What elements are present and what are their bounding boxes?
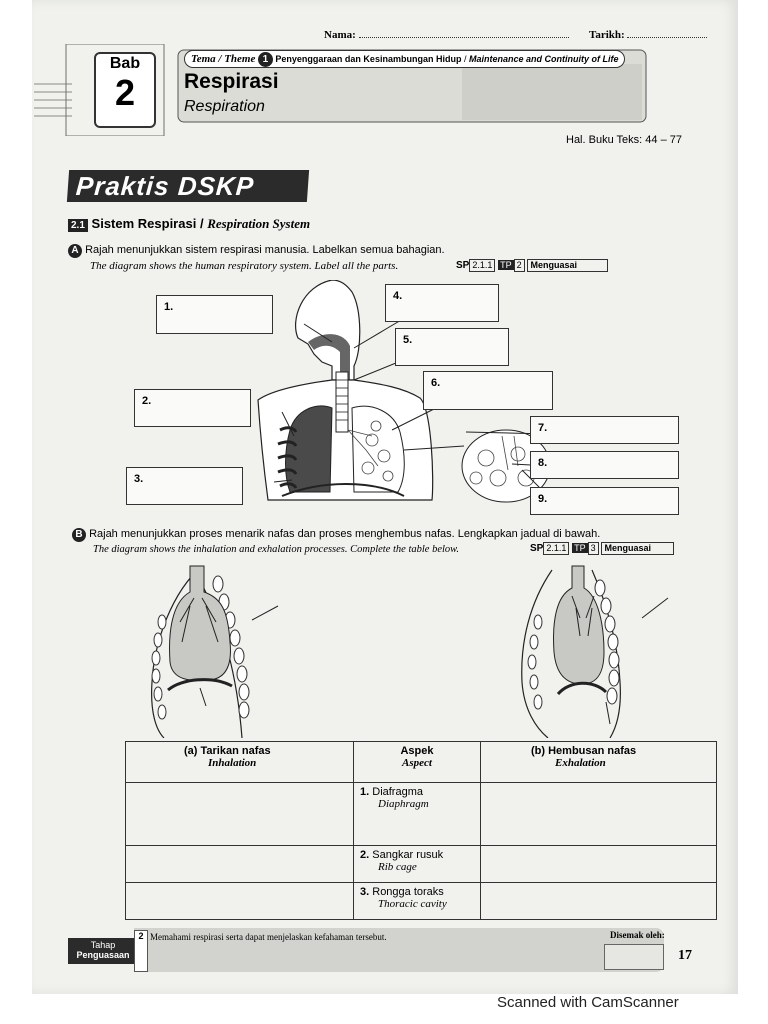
level-number: 2 [138, 931, 144, 941]
part-b-tags [530, 542, 674, 555]
breathing-aspect-table [125, 741, 717, 920]
aspect-en-3: Thoracic cavity [378, 898, 447, 910]
aspect-num-2: 2. [360, 849, 370, 861]
chapter-header [32, 44, 652, 136]
label-number-7: 7. [538, 422, 548, 434]
label-box-2[interactable] [134, 389, 251, 427]
label-box-1[interactable] [156, 295, 273, 334]
name-blank [359, 37, 569, 38]
label-number-6: 6. [431, 377, 441, 389]
aspect-cell-2 [354, 846, 481, 883]
checked-by-label: Disemak oleh: [610, 930, 665, 940]
part-b-text-ms: Rajah menunjukkan proses menarik nafas dan proses menghembus nafas. Lengkapkan jadual di bawah. [89, 528, 601, 540]
exhalation-header-en: Exhalation [555, 757, 606, 769]
date-label: Tarikh: [589, 29, 625, 41]
tp-tag-b: TP [574, 543, 586, 553]
label-box-4[interactable] [385, 284, 499, 322]
sp-value-a: 2.1.1 [469, 259, 495, 272]
mastery-tag-a: Menguasai [527, 259, 608, 272]
sp-tag-a: SP [456, 260, 470, 271]
label-number-5: 5. [403, 334, 413, 346]
table-header-row [126, 742, 717, 783]
chapter-badge-label: Bab [109, 55, 141, 72]
part-b-marker: B [72, 528, 86, 542]
part-a-text-ms: Rajah menunjukkan sistem respirasi manusia. Labelkan semua bahagian. [85, 244, 445, 256]
textbook-page-ref: Hal. Buku Teks: 44 – 77 [566, 134, 682, 146]
label-number-3: 3. [134, 473, 144, 485]
worksheet-page [32, 0, 738, 994]
part-a-text-en: The diagram shows the human respiratory system. Label all the parts. [90, 260, 399, 272]
part-b-instruction [72, 528, 600, 542]
chapter-badge [94, 52, 156, 128]
aspect-header [354, 742, 481, 783]
exhalation-header [481, 742, 717, 783]
aspect-ms-1: Diafragma [372, 786, 423, 798]
exhalation-answer-3[interactable] [481, 883, 717, 920]
mastery-level-badge [68, 938, 138, 964]
chapter-subtitle: Respiration [184, 98, 265, 115]
mastery-level-line1: Tahap [90, 940, 116, 950]
table-row [126, 846, 717, 883]
theme-text-ms: Penyenggaraan dan Kesinambungan Hidup [275, 54, 462, 64]
name-field [324, 29, 569, 41]
aspect-cell-3 [354, 883, 481, 920]
table-row [126, 783, 717, 846]
aspect-ms-2: Sangkar rusuk [372, 849, 444, 861]
chapter-number: 2 [114, 72, 136, 113]
aspect-en-2: Rib cage [378, 861, 417, 873]
label-box-9[interactable] [530, 487, 679, 515]
part-b-text-en: The diagram shows the inhalation and exhalation processes. Complete the table below. [93, 544, 460, 555]
mastery-level-line2: Penguasaan [76, 950, 130, 960]
page-number: 17 [678, 948, 692, 963]
theme-pill: Tema / Theme 1 Penyenggaraan dan Kesinambungan Hidup / Maintenance and Continuity of Life [184, 50, 625, 68]
label-box-3[interactable] [126, 467, 243, 505]
aspect-en-1: Diaphragm [378, 798, 429, 810]
breathing-process-diagram [32, 562, 738, 738]
tp-value-a: 2 [514, 259, 525, 272]
inhalation-answer-3[interactable] [126, 883, 354, 920]
section-heading: 2.1 Sistem Respirasi / Respiration System [68, 216, 310, 232]
label-box-8[interactable] [530, 451, 679, 479]
label-box-7[interactable] [530, 416, 679, 444]
inhalation-figure [152, 566, 278, 738]
aspect-header-ms: Aspek [400, 745, 434, 757]
aspect-cell-1 [354, 783, 481, 846]
label-box-6[interactable] [423, 371, 553, 410]
exhalation-figure [522, 566, 668, 738]
label-number-4: 4. [393, 290, 403, 302]
chapter-title: Respirasi [184, 70, 279, 93]
theme-number: 1 [258, 52, 273, 67]
mastery-tag-b: Menguasai [601, 542, 674, 555]
aspect-num-3: 3. [360, 886, 370, 898]
table-row [126, 883, 717, 920]
inhalation-header-en: Inhalation [208, 757, 257, 769]
label-number-8: 8. [538, 457, 548, 469]
exhalation-header-ms: (b) Hembusan nafas [531, 745, 637, 757]
level-description: Memahami respirasi serta dapat menjelaskan kefahaman tersebut. [150, 932, 387, 942]
date-blank [627, 37, 707, 38]
section-number: 2.1 [68, 219, 88, 232]
label-number-9: 9. [538, 493, 548, 505]
sp-tag-b: SP [530, 543, 544, 554]
aspect-header-en: Aspect [402, 757, 432, 769]
checked-by-box[interactable] [604, 944, 664, 970]
exhalation-answer-1[interactable] [481, 783, 717, 846]
aspect-ms-3: Rongga toraks [372, 886, 444, 898]
name-label: Nama: [324, 29, 356, 41]
practice-banner: Praktis DSKP [67, 170, 309, 202]
inhalation-answer-1[interactable] [126, 783, 354, 846]
part-a-instruction [68, 244, 445, 258]
part-a-tags [456, 259, 608, 272]
theme-text-en: Maintenance and Continuity of Life [468, 54, 619, 64]
section-title-en: Respiration System [207, 216, 311, 231]
date-field [589, 29, 707, 41]
label-box-5[interactable] [395, 328, 509, 366]
tp-value-b: 3 [588, 542, 599, 555]
scanner-watermark: Scanned with CamScanner [497, 994, 679, 1011]
label-number-1: 1. [164, 301, 174, 313]
sp-value-b: 2.1.1 [543, 542, 569, 555]
tp-tag-a: TP [500, 260, 512, 270]
exhalation-answer-2[interactable] [481, 846, 717, 883]
inhalation-answer-2[interactable] [126, 846, 354, 883]
level-strip [134, 930, 148, 972]
aspect-num-1: 1. [360, 786, 370, 798]
section-title-ms: Sistem Respirasi [91, 216, 197, 231]
label-number-2: 2. [142, 395, 152, 407]
inhalation-header [126, 742, 354, 783]
inhalation-header-ms: (a) Tarikan nafas [184, 745, 271, 757]
part-a-marker: A [68, 244, 82, 258]
theme-label: Tema / Theme [191, 53, 256, 65]
